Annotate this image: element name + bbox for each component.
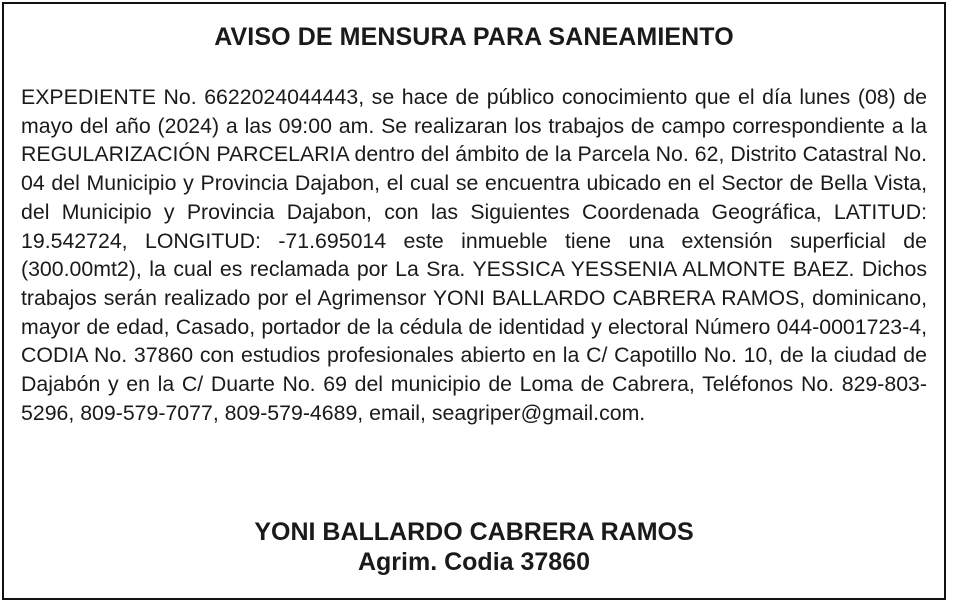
notice-title: AVISO DE MENSURA PARA SANEAMIENTO — [214, 23, 734, 51]
legal-notice — [2, 2, 946, 600]
signer-credential: Agrim. Codia 37860 — [357, 548, 591, 576]
notice-body: EXPEDIENTE No. 6622024044443, se hace de público conocimiento que el día lunes (08) de mayo del año (2024) a las 09:00 am. Se realizaran los trabajos de campo correspondiente a la REGULARIZACIÓN PARCELARIA dentro del ámbito de la Parcela No. 62, Distrito Catastral No. 04 del Municipio y Provincia Dajabon, el cual se encuentra ubicado en el Sector de Bella Vista, del Municipio y Provincia Dajabon, con las Siguientes Coordenada Geográfica, LATITUD: 19.542724, LONGITUD: -71.695014 este inmueble tiene una extensión superficial de (300.00mt2), la cual es reclamada por La Sra. YESSICA YESSENIA ALMONTE BAEZ. Dichos trabajos serán realizado por el Agrimensor YONI BALLARDO CABRERA RAMOS, dominicano, mayor de edad, Casado, portador de la cédula de identidad y electoral Número 044-0001723-4, CODIA No. 37860 con estudios profesionales abierto en la C/ Capotillo No. 10, de la ciudad de Dajabón y en la C/ Duarte No. 69 del municipio de Loma de Cabrera, Teléfonos No. 829-803-5296, 809-579-7077, 809-579-4689, email, seagriper@gmail.com. — [21, 85, 927, 425]
signer-name: YONI BALLARDO CABRERA RAMOS — [254, 518, 694, 546]
